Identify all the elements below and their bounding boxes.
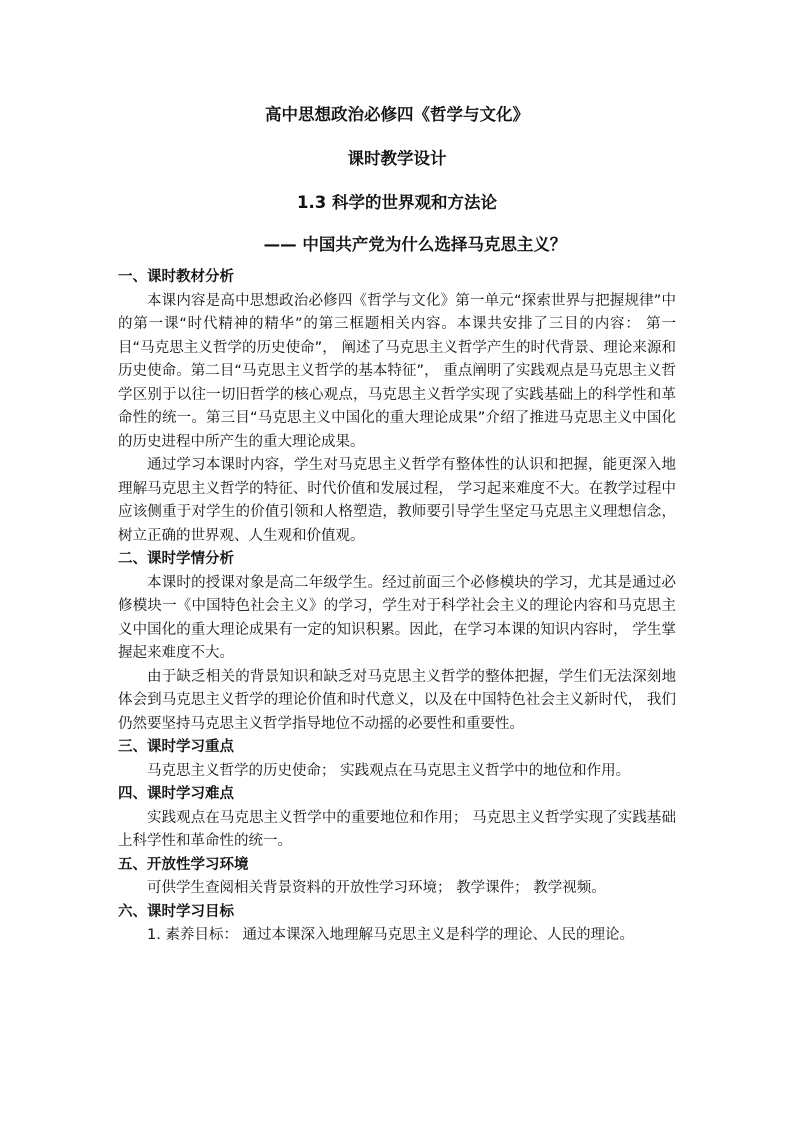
section-textbook-analysis [118, 266, 676, 548]
paragraph: 实践观点在马克思主义哲学中的重要地位和作用； 马克思主义哲学实现了实践基础上科学性和革命性的统一。 [118, 809, 676, 849]
document-subtitle: 课时教学设计 [347, 149, 447, 168]
section-learning-goals [118, 901, 676, 948]
paragraph: 由于缺乏相关的背景知识和缺乏对马克思主义哲学的整体把握，学生们无法深刻地体会到马克思主义哲学的理论价值和时代意义，以及在中国特色社会主义新时代， 我们仍然要坚持马克思主义哲学指导地位不动摇的必要性和重要性。 [118, 668, 676, 732]
section-heading: 四、课时学习难点 [118, 786, 234, 802]
section-heading: 六、课时学习目标 [118, 903, 234, 920]
section-heading: 一、课时教材分析 [118, 269, 234, 285]
section-key-points [118, 736, 676, 783]
lesson-title: 1.3 科学的世界观和方法论 [297, 193, 497, 212]
section-heading: 二、课时学情分析 [118, 551, 234, 567]
section-heading: 五、开放性学习环境 [118, 856, 249, 873]
goal-item: 1. 素养目标： 通过本课深入地理解马克思主义是科学的理论、人民的理论。 [147, 927, 635, 943]
section-difficulties [118, 783, 676, 854]
paragraph: 可供学生查阅相关背景资料的开放性学习环境； 教学课件； 教学视频。 [147, 880, 606, 896]
lesson-question: —— 中国共产党为什么选择马克思主义？ [263, 235, 567, 254]
section-student-analysis [118, 548, 676, 736]
document-title: 高中思想政治必修四《哲学与文化》 [265, 105, 529, 124]
paragraph: 马克思主义哲学的历史使命； 实践观点在马克思主义哲学中的地位和作用。 [147, 762, 631, 779]
section-learning-environment [118, 854, 676, 901]
paragraph: 本课内容是高中思想政治必修四《哲学与文化》第一单元“探索世界与把握规律”中的第一课“时代精神的精华”的第三框题相关内容。本课共安排了三目的内容： 第一目“马克思主义哲学的历史使命”， 阐述了马克思主义哲学产生的时代背景、理论来源和历史使命。第二目“马克思主义哲学的基本特征”， 重点阐明了实践观点是马克思主义哲学区别于以往一切旧哲学的核心观点，马克思主义哲学实现了实践基础上的科学性和革命性的统一。第三目“马克思主义中国化的重大理论成果”介绍了推进马克思主义中国化的历史进程中所产生的重大理论成果。 [118, 292, 676, 450]
paragraph: 本课时的授课对象是高二年级学生。经过前面三个必修模块的学习，尤其是通过必修模块一《中国特色社会主义》的学习，学生对于科学社会主义的理论内容和马克思主义中国化的重大理论成果有一定的知识积累。因此，在学习本课的知识内容时， 学生掌握起来难度不大。 [118, 574, 676, 661]
paragraph: 通过学习本课时内容，学生对马克思主义哲学有整体性的认识和把握，能更深入地理解马克思主义哲学的特征、时代价值和发展过程， 学习起来难度不大。在教学过程中应该侧重于对学生的价值引领和人格塑造，教师要引导学生坚定马克思主义理想信念， 树立正确的世界观、人生观和价值观。 [118, 457, 676, 544]
section-heading: 三、课时学习重点 [118, 739, 234, 755]
